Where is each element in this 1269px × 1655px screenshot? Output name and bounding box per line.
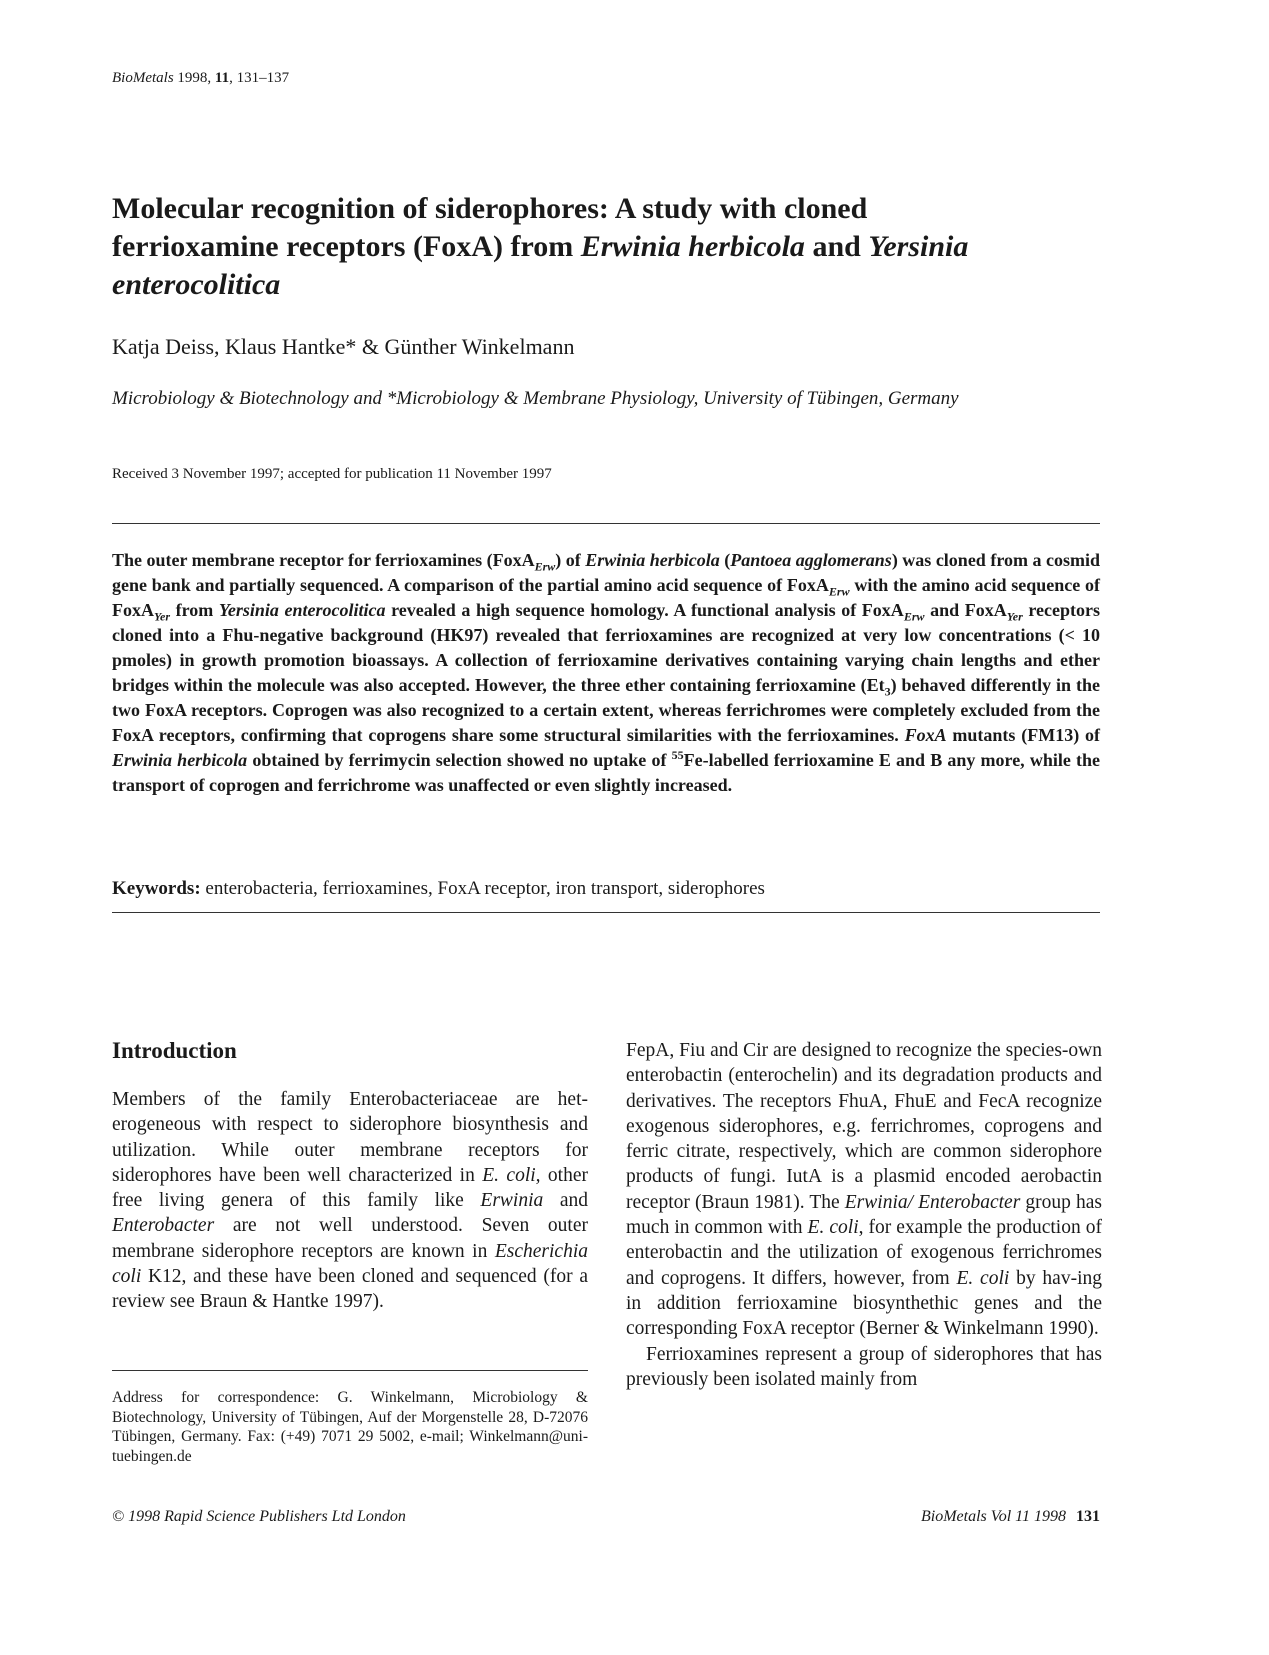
correspondence-footnote: Address for correspondence: G. Winkelmann, Microbiology & Biotechnology, University of Tübingen, Auf der Morgenstelle 28, D-72076 Tübingen, Germany. Fax: (+49) 7071 29 5002, e-mail; Winkelmann@uni-tuebingen.de: [112, 1389, 588, 1465]
journal-volume: 11: [214, 70, 230, 86]
abstract: The outer membrane receptor for ferrioxamines (FoxA$_{Erw}$) of Erwinia herbicola (Pantoea agglomerans) was cloned from a cosmid gene bank and partially sequenced. A comparison of the partial amino acid sequence of FoxA$_{Erw}$ with the amino acid sequence of FoxA$_{Yer}$ from Yersinia enterocolitica revealed a high sequence homology. A functional analysis of FoxA$_{Erw}$ and FoxA$_{Yer}$ receptors cloned into a Fhu-negative background (HK97) revealed that ferrioxamines are recognized at very low concentrations (< 10 pmoles) in growth promotion bioassays. A collection of ferrioxamine derivatives containing varying chain lengths and ether bridges within the molecule was also accepted. However, the three ether containing ferrioxamine $(Et_3)$ behaved differently in the two FoxA receptors. Coprogen was also recognized to a certain extent, whereas ferrichromes were completely excluded from the FoxA receptors, confirming that coprogens share some structural similarities with the ferrioxamines. FoxA mutants (FM13) of Erwinia herbicola obtained by ferrimycin selection showed no uptake of $^{55}$Fe-labelled ferrioxamine E and B any more, while the transport of coprogen and ferrichrome was unaffected or even slightly increased.: [112, 550, 1101, 795]
keywords-text: enterobacteria, ferrioxamines, FoxA receptor, iron transport, siderophores: [200, 878, 765, 899]
affiliation: Microbiology & Biotechnology and *Microbiology & Membrane Physiology, University of Tübingen, Germany: [112, 388, 959, 409]
title-conjunction: and: [804, 230, 869, 263]
footnote-rule: [112, 1370, 588, 1371]
journal-pages: , 131–137: [229, 70, 290, 86]
introduction-left-column: Members of the family Enterobacteriaceae are het-erogeneous with respect to siderophore biosynthesis and utilization. While outer membrane receptors for siderophores have been well characterized in E. coli, other free living genera of this family like Erwinia and Enterobacter are not well understood. Seven outer membrane siderophore receptors are known in Escherichia coli K12, and these have been cloned and sequenced (for a review see Braun & Hantke 1997).: [112, 1089, 589, 1313]
right-paragraph-2: Ferrioxamines represent a group of siderophores that has previously been isolated mainly from: [626, 1343, 1102, 1390]
title-organism-2: Yersinia enterocolitica: [112, 230, 969, 301]
keywords: [112, 878, 765, 900]
journal-reference: [112, 70, 289, 87]
page-number: 131: [1076, 1508, 1100, 1525]
introduction-right-column: [626, 1038, 1102, 1392]
footer-journal: BioMetals Vol 11 1998: [920, 1508, 1066, 1525]
journal-year: 1998,: [177, 70, 212, 86]
received-date: Received 3 November 1997; accepted for publication 11 November 1997: [112, 466, 552, 482]
article-title: [112, 190, 1012, 304]
title-text: Molecular recognition of siderophores: A study with cloned ferrioxamine receptors (FoxA) from: [112, 192, 868, 263]
abstract-top-rule: [112, 523, 1100, 524]
section-heading-introduction: Introduction: [112, 1038, 237, 1063]
page-footer: [921, 1508, 1100, 1526]
abstract-bottom-rule: [112, 912, 1100, 913]
copyright-footer: © 1998 Rapid Science Publishers Ltd London: [112, 1508, 406, 1525]
keywords-label: Keywords:: [112, 878, 201, 899]
title-organism-1: Erwinia herbicola: [580, 230, 805, 263]
author-list: Katja Deiss, Klaus Hantke* & Günther Winkelmann: [112, 334, 575, 359]
journal-name: BioMetals: [112, 70, 174, 86]
right-paragraph-1: FepA, Fiu and Cir are designed to recognize the species-own enterobactin (enterochelin) and its degradation products and derivatives. The receptors FhuA, FhuE and FecA recognize exogenous siderophores, e.g. ferrichromes, coprogens and ferric citrate, respectively, which are common siderophore products of fungi. IutA is a plasmid encoded aerobactin receptor (Braun 1981). The Erwinia/ Enterobacter group has much in common with E. coli, for example the production of enterobactin and the utilization of exogenous ferrichromes and coprogens. It differs, however, from E. coli by hav-ing in addition ferrioxamine biosynthethic genes and the corresponding FoxA receptor (Berner & Winkelmann 1990).: [626, 1040, 1102, 1340]
